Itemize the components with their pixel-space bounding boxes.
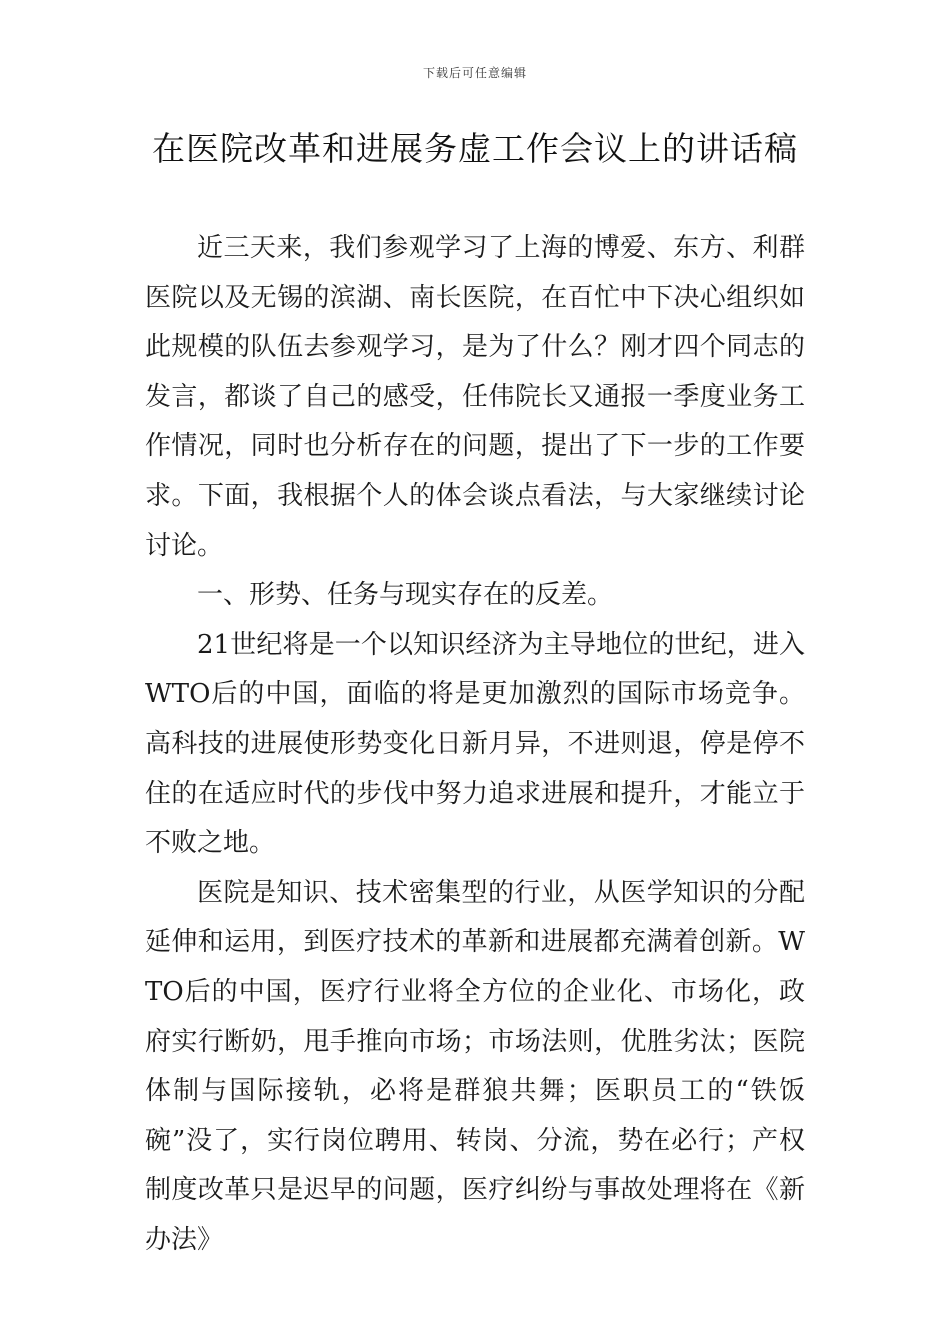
section-heading: 一、形势、任务与现实存在的反差。 [197,580,614,611]
paragraph: 近三天来，我们参观学习了上海的博爱、东方、利群医院以及无锡的滨湖、南长医院，在百忙中下决心组织如此规模的队伍去参观学习，是为了什么？刚才四个同志的发言，都谈了自己的感受，任伟院长又通报一季度业务工作情况，同时也分析存在的问题，提出了下一步的工作要求。下面，我根据个人的体会谈点看法，与大家继续讨论讨论。 [145,233,805,561]
paragraph: 21世纪将是一个以知识经济为主导地位的世纪，进入WTO后的中国，面临的将是更加激烈的国际市场竞争。高科技的进展使形势变化日新月异，不进则退，停是停不住的在适应时代的步伐中努力追求进展和提升，才能立于不败之地。 [145,629,805,859]
header-note: 下载后可任意编辑 [422,66,527,80]
document-title: 在医院改革和进展务虚工作会议上的讲话稿 [152,129,798,168]
document-body [145,224,805,1265]
paragraph: 医院是知识、技术密集型的行业，从医学知识的分配延伸和运用，到医疗技术的革新和进展都充满着创新。WTO后的中国，医疗行业将全方位的企业化、市场化，政府实行断奶，甩手推向市场；市场法则，优胜劣汰；医院体制与国际接轨，必将是群狼共舞；医职员工的“铁饭碗”没了，实行岗位聘用、转岗、分流，势在必行；产权制度改革只是迟早的问题，医疗纠纷与事故处理将在《新办法》 [145,877,805,1255]
